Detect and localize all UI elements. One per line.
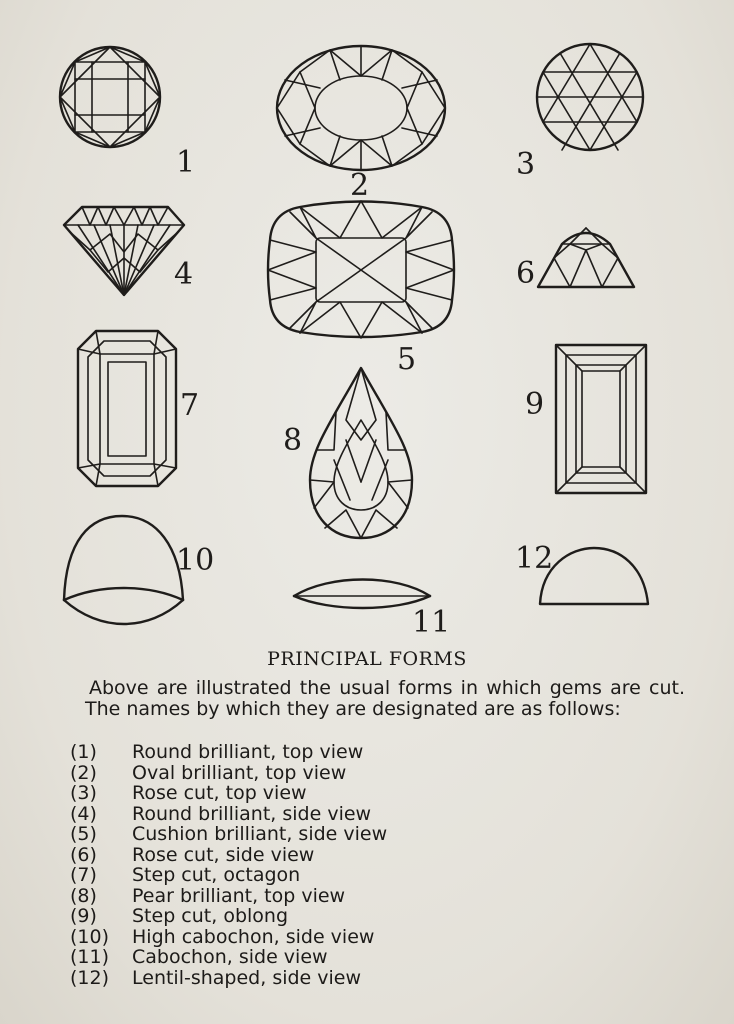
gem-label-11: 11	[412, 605, 451, 640]
item-name: Oval brilliant, top view	[132, 761, 347, 784]
list-item	[70, 824, 387, 845]
list-item	[70, 742, 387, 763]
list-item	[70, 865, 387, 886]
item-name: Step cut, octagon	[132, 864, 301, 886]
gem-label-12: 12	[515, 541, 554, 576]
item-name: Lentil-shaped, side view	[132, 966, 362, 989]
item-name: Rose cut, side view	[132, 843, 315, 866]
item-number: (8)	[70, 884, 97, 907]
gem-2-oval-brilliant-top	[277, 46, 445, 170]
list-item	[70, 783, 387, 804]
item-number: (11)	[70, 946, 110, 968]
list-item	[70, 763, 387, 784]
gem-label-9: 9	[525, 387, 545, 422]
list-item	[70, 845, 387, 866]
gem-6-rose-cut-side	[538, 228, 634, 287]
item-name: Round brilliant, top view	[132, 741, 364, 763]
item-name: Rose cut, top view	[132, 782, 307, 804]
gem-label-6: 6	[516, 256, 536, 291]
gem-10-high-cabochon-side	[64, 516, 183, 624]
item-name: Step cut, oblong	[132, 905, 289, 927]
gem-label-7: 7	[180, 388, 200, 423]
gem-label-5: 5	[397, 342, 417, 377]
caption-intro: Above are illustrated the usual forms in which gems are cut. The names by which they are designated are as follows:	[85, 677, 685, 720]
item-number: (9)	[70, 905, 97, 927]
list-item	[70, 927, 387, 948]
item-name: Cabochon, side view	[132, 946, 328, 968]
item-number: (3)	[70, 782, 97, 804]
gem-9-step-cut-oblong	[556, 345, 646, 493]
item-name: High cabochon, side view	[132, 925, 375, 948]
item-number: (12)	[70, 966, 110, 989]
item-number: (1)	[70, 741, 97, 763]
item-number: (10)	[70, 925, 110, 948]
gem-8-pear-brilliant-top	[310, 368, 412, 538]
item-name: Cushion brilliant, side view	[132, 823, 388, 845]
gem-12-lentil-shaped-side	[540, 548, 648, 604]
gem-label-2: 2	[350, 168, 370, 203]
list-item	[70, 906, 387, 927]
gem-label-3: 3	[516, 147, 536, 182]
list-item	[70, 886, 387, 907]
gem-label-10: 10	[176, 543, 215, 578]
list-item	[70, 804, 387, 825]
caption-title: PRINCIPAL FORMS	[267, 648, 467, 670]
item-name: Round brilliant, side view	[132, 802, 372, 825]
forms-list	[70, 742, 387, 988]
gem-1-round-brilliant-top	[60, 47, 160, 147]
gem-label-8: 8	[283, 423, 303, 458]
list-item	[70, 968, 387, 989]
item-name: Pear brilliant, top view	[132, 884, 346, 907]
gem-label-1: 1	[176, 145, 196, 180]
item-number: (7)	[70, 864, 97, 886]
gem-3-rose-cut-top	[537, 44, 643, 150]
item-number: (6)	[70, 843, 97, 866]
gem-11-cabochon-side	[294, 580, 430, 609]
gem-label-4: 4	[174, 257, 194, 292]
gem-7-step-cut-octagon	[78, 331, 176, 486]
item-number: (5)	[70, 823, 97, 845]
gem-4-round-brilliant-side	[64, 207, 184, 295]
gem-5-cushion-brilliant	[268, 201, 454, 338]
list-item	[70, 947, 387, 968]
item-number: (4)	[70, 802, 97, 825]
item-number: (2)	[70, 761, 97, 784]
